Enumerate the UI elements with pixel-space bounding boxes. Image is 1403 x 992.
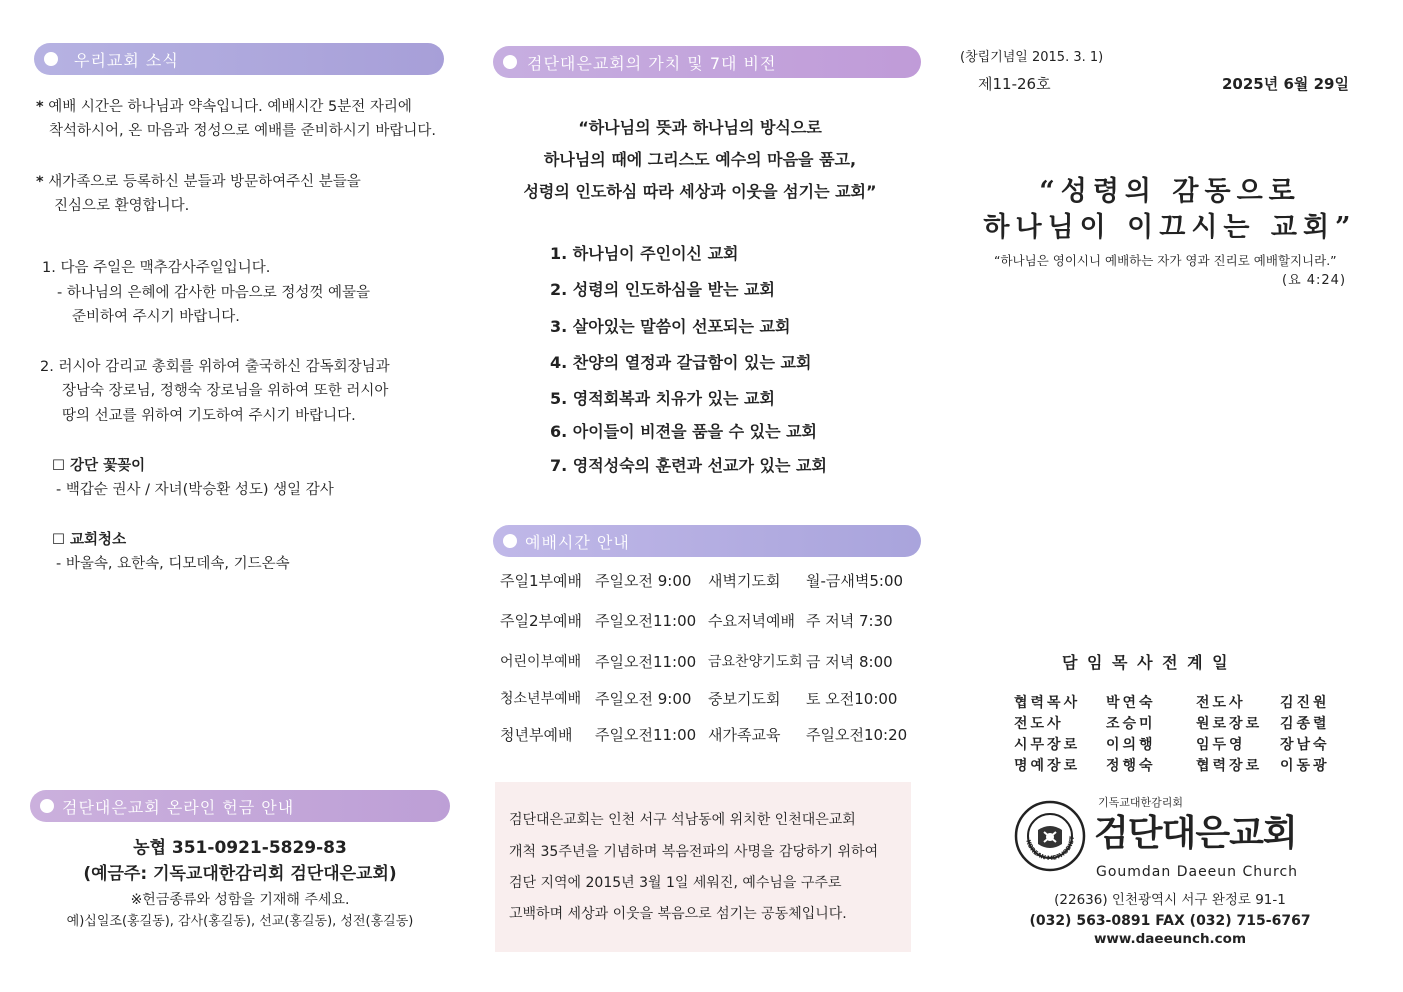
vision-item: 7. 영적성숙의 훈련과 선교가 있는 교회 [550,456,827,475]
slogan-line-2: 하나님이 이끄시는 교회” [983,212,1357,243]
worship-header [493,525,921,557]
staff-name: 임두영 [1196,737,1246,753]
bank-account: 농협 351-0921-5829-83 [133,838,347,858]
staff-role: 전도사 [1196,695,1246,711]
staff-name: 이의행 [1106,737,1156,753]
bullet-dot-icon [503,534,517,548]
service-time: 주일오전11:00 [595,726,697,744]
flowers-title: ☐ 강단 꽃꽂이 [52,458,146,474]
seal-text: KOREAN METHODIST [1024,835,1077,863]
service-name: 어린이부예배 [500,654,582,670]
bulletin-date: 2025년 6월 29일 [1222,75,1349,93]
service-name: 청년부예배 [500,726,573,744]
service-name: 새가족교육 [708,726,781,744]
intro-line-3: 검단 지역에 2015년 3월 1일 세워진, 예수님을 구주로 [509,875,842,891]
offering-header [30,790,450,822]
service-name: 중보기도회 [708,690,781,708]
item-1-line-1: 1. 다음 주일은 맥추감사주일입니다. [42,260,271,276]
staff-name: 박연숙 [1106,695,1156,711]
worship-title: 예배시간 안내 [525,532,630,552]
vision-item: 3. 살아있는 말씀이 선포되는 교회 [550,317,791,336]
verse-reference: (요 4:24) [1282,273,1347,288]
star-bullet: * [36,99,44,115]
service-name: 수요저녁예배 [708,612,795,630]
church-intro-box [495,782,911,952]
vision-item: 6. 아이들이 비젼을 품을 수 있는 교회 [550,422,818,441]
church-seal-icon [1014,800,1086,872]
staff-name: 정행숙 [1106,758,1156,774]
vision-header [493,46,921,78]
vision-item: 4. 찬양의 열정과 갈급함이 있는 교회 [550,353,812,372]
intro-line-2: 개척 35주년을 기념하며 복음전파의 사명을 감당하기 위하여 [509,844,879,860]
service-name: 새벽기도회 [708,572,781,590]
service-name: 금요찬양기도회 [708,654,803,670]
intro-line-4: 고백하며 세상과 이웃을 복음으로 섬기는 공동체입니다. [509,906,847,922]
slogan-line-1: “성령의 감동으로 [1039,176,1301,207]
cleaning-title: ☐ 교회청소 [52,532,127,548]
item-2-line-1: 2. 러시아 감리교 총회를 위하여 출국하신 감독회장님과 [40,359,390,375]
item-1-line-2: - 하나님의 은혜에 감사한 마음으로 정성껏 예물을 [57,285,371,301]
service-time: 주일오전10:20 [806,726,908,744]
staff-name: 김종렬 [1280,716,1330,732]
news-header [34,43,444,75]
notice-2 [36,170,361,194]
vision-item: 5. 영적회복과 치유가 있는 교회 [550,389,775,408]
notice-2-line-2: 진심으로 환영합니다. [54,198,190,214]
motto-line-1: “하나님의 뜻과 하나님의 방식으로 [578,118,822,137]
church-name-logo: 검단대은교회 [1094,813,1297,854]
staff-role: 전도사 [1014,716,1064,732]
service-time: 주일오전 9:00 [595,690,692,708]
church-website[interactable]: www.daeeunch.com [1093,931,1247,947]
service-time: 월-금새벽5:00 [806,572,904,590]
church-phone: (032) 563-0891 FAX (032) 715-6767 [1029,913,1311,929]
intro-line-1: 검단대은교회는 인천 서구 석남동에 위치한 인천대은교회 [509,812,856,828]
vision-item: 1. 하나님이 주인이신 교회 [550,244,739,263]
staff-role: 원로장로 [1196,716,1263,732]
offering-note: ※헌금종류와 성함을 기재해 주세요. [130,892,350,908]
staff-name: 이동광 [1280,758,1330,774]
bullet-dot-icon [44,52,58,66]
denomination: 기독교대한감리회 [1098,796,1184,809]
staff-name: 장남숙 [1280,737,1330,753]
staff-role: 협력목사 [1014,695,1081,711]
issue-number: 제11-26호 [978,75,1051,93]
church-address: (22636) 인천광역시 서구 완정로 91-1 [1054,892,1286,908]
service-time: 금 저녁 8:00 [806,653,893,671]
item-2-line-2: 장남숙 장로님, 정행숙 장로님을 위하여 또한 러시아 [62,383,389,399]
staff-name: 김진원 [1280,695,1330,711]
founding-date: (창립기념일 2015. 3. 1) [960,50,1104,65]
service-time: 주일오전11:00 [595,653,697,671]
service-name: 청소년부예배 [500,691,582,707]
notice-1-line-2: 착석하시어, 온 마음과 정성으로 예배를 준비하시기 바랍니다. [49,123,437,139]
staff-role: 협력장로 [1196,758,1263,774]
service-name: 주일2부예배 [500,612,582,630]
staff-role: 명예장로 [1014,758,1081,774]
seal-svg [1014,800,1086,872]
flowers-text: - 백갑순 권사 / 자녀(박승환 성도) 생일 감사 [56,482,334,498]
item-2-line-3: 땅의 선교를 위하여 기도하여 주시기 바랍니다. [62,408,356,424]
church-name-english: Goumdan Daeeun Church [1096,864,1299,880]
news-title: 우리교회 소식 [74,50,179,70]
vision-title: 검단대은교회의 가치 및 7대 비전 [527,53,777,73]
senior-pastor: 담 임 목 사 전 계 일 [1062,653,1230,672]
bullet-dot-icon [40,799,54,813]
service-name: 주일1부예배 [500,572,582,590]
notice-1-line-1: 예배 시간은 하나님과 약속입니다. 예배시간 5분전 자리에 [48,99,412,115]
offering-example: 예)십일조(홍길동), 감사(홍길동), 선교(홍길동), 성전(홍길동) [66,914,414,929]
service-time: 주일오전11:00 [595,612,697,630]
vision-item: 2. 성령의 인도하심을 받는 교회 [550,280,775,299]
service-time: 주일오전 9:00 [595,572,692,590]
depositor: (예금주: 기독교대한감리회 검단대은교회) [83,864,397,884]
motto-line-2: 하나님의 때에 그리스도 예수의 마음을 품고, [543,150,857,169]
cleaning-text: - 바울속, 요한속, 디모데속, 기드온속 [56,556,290,572]
star-bullet: * [36,174,44,190]
notice-2-line-1: 새가족으로 등록하신 분들과 방문하여주신 분들을 [48,174,361,190]
staff-role: 시무장로 [1014,737,1081,753]
service-time: 주 저녁 7:30 [806,612,893,630]
offering-title: 검단대은교회 온라인 헌금 안내 [62,797,295,817]
service-time: 토 오전10:00 [806,690,898,708]
motto-line-3: 성령의 인도하심 따라 세상과 이웃을 섬기는 교회” [523,182,877,201]
notice-1 [36,95,412,119]
bullet-dot-icon [503,55,517,69]
item-1-line-3: 준비하여 주시기 바랍니다. [72,309,240,325]
staff-name: 조승미 [1106,716,1156,732]
bible-verse: “하나님은 영이시니 예배하는 자가 영과 진리로 예배할지니라.” [994,253,1337,268]
